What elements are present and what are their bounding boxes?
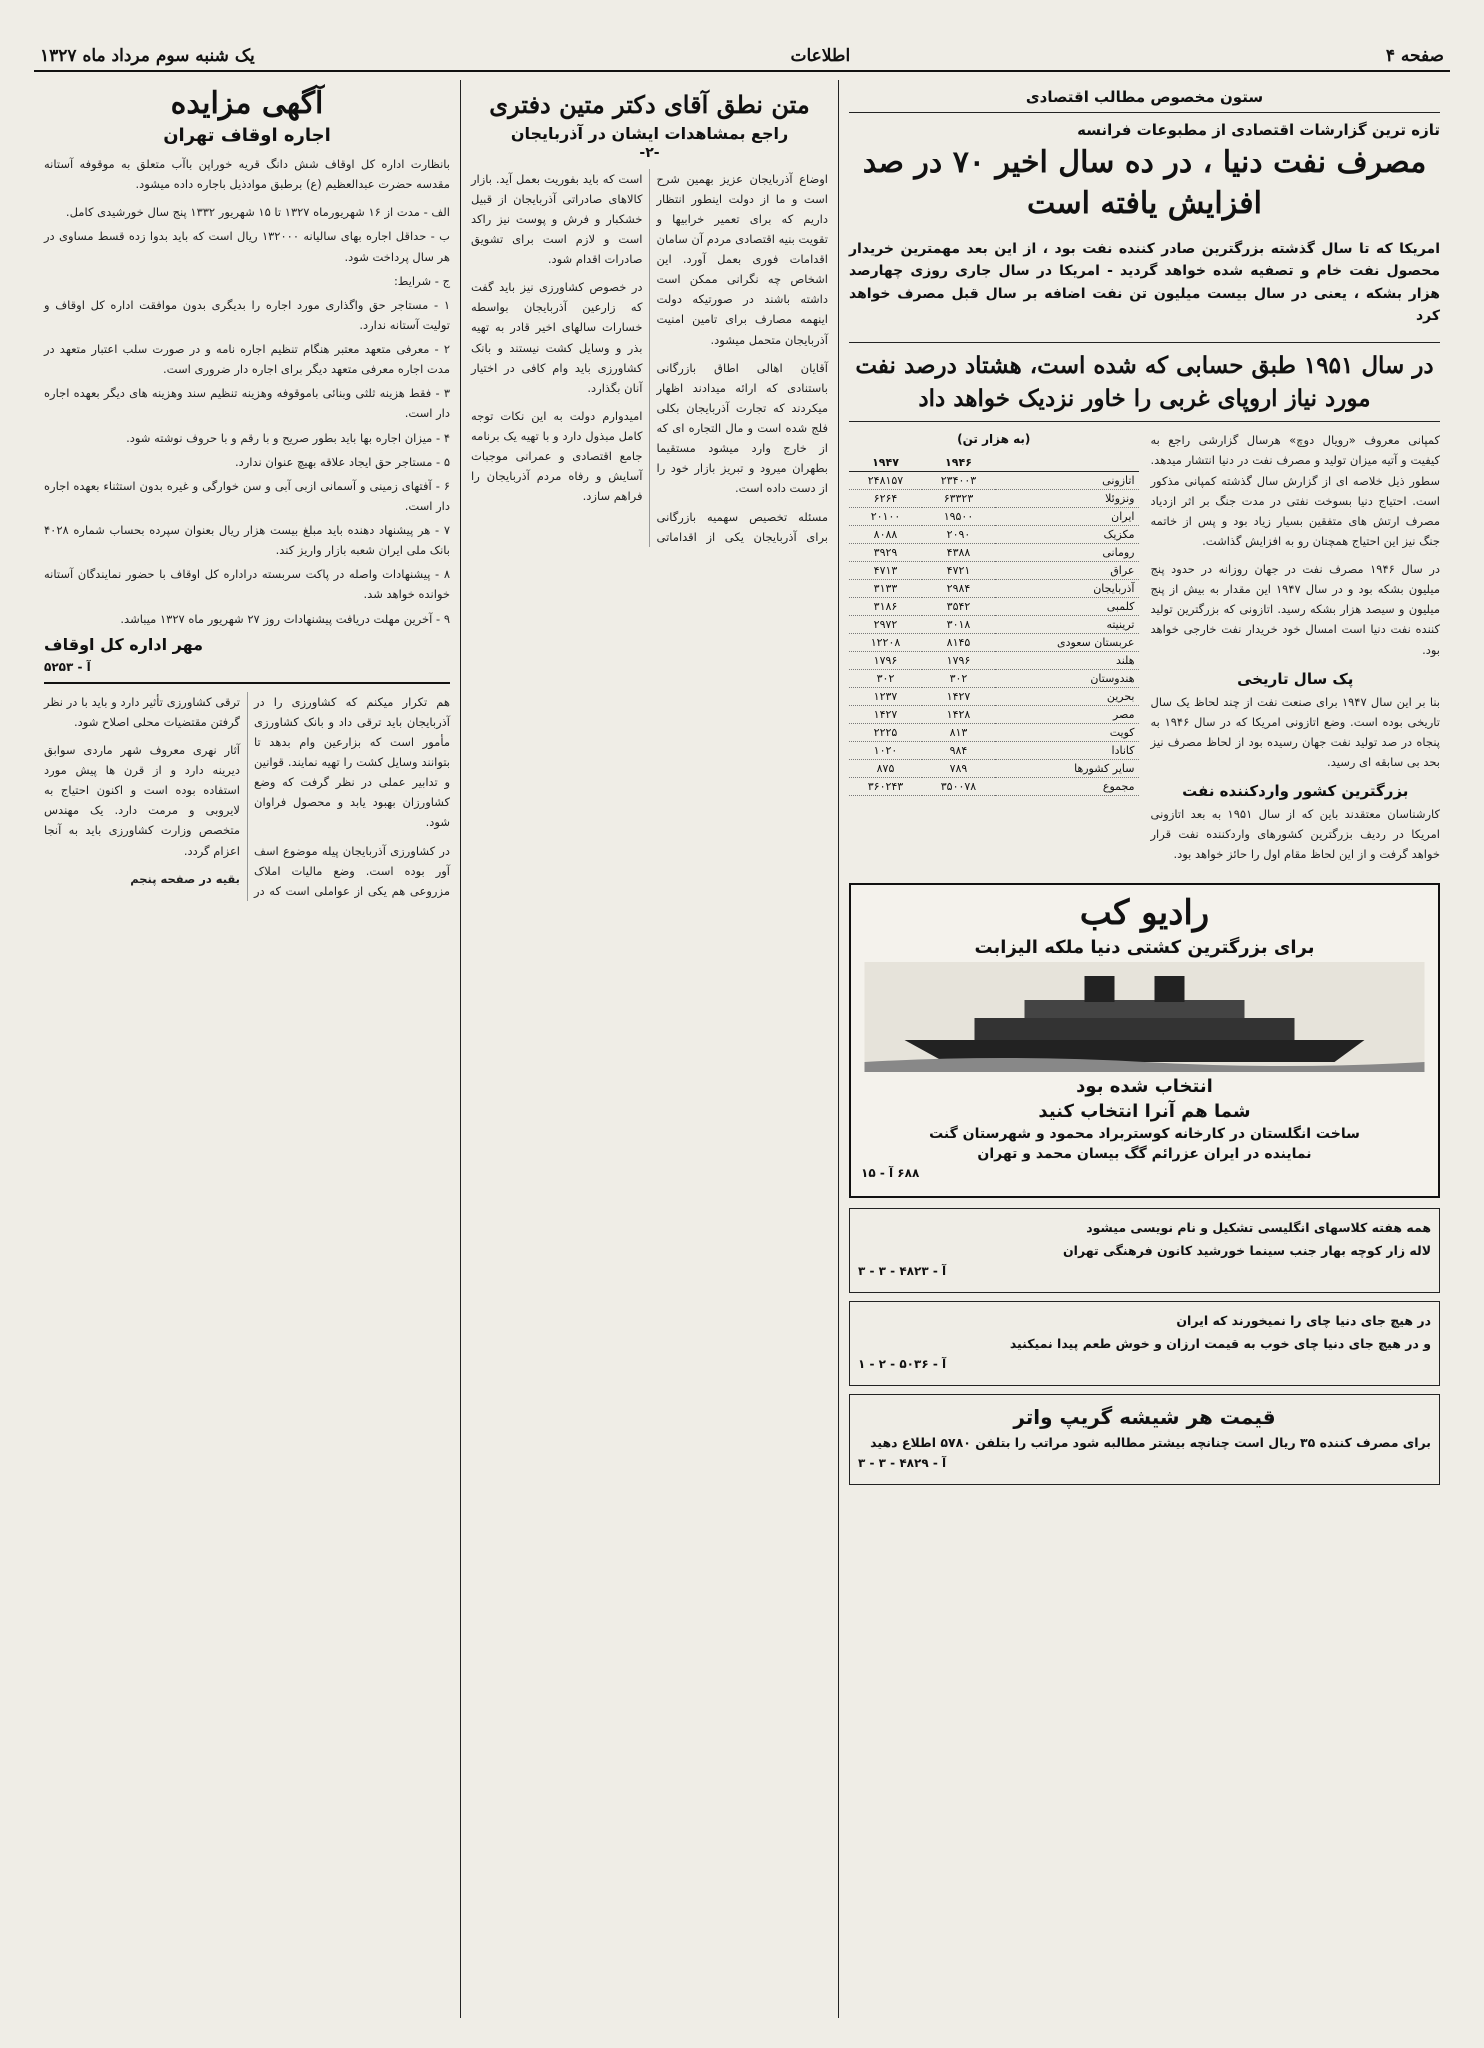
table-cell: رومانی <box>995 544 1139 562</box>
econ-paragraph-1: کمپانی معروف «رویال دوچ» هرسال گزارشی راجع به کیفیت و آتیه میزان تولید و مصرف نفت در دنیا انتشار میدهد. سطور ذیل خلاصه ای از گزارش سال گذشته کمپانی مذکور است. احتیاج دنیا بسوخت نفتی در مدت جنگ بر اثر ازدیاد مصرف ارتش های متفقین بسیار زیاد بود و پس از خاتمه جنگ نیز این احتیاج همچنان رو به افزایش گذاشت. <box>1150 433 1440 548</box>
notice-column <box>34 80 460 2018</box>
table-header-cell: ۱۹۴۶ <box>922 454 995 472</box>
intro-paragraph: امریکا که تا سال گذشته بزرگترین صادر کننده نفت بود ، از این بعد مهمترین خریدار محصول نفت خام و تصفیه شده خواهد گردید - امریکا در سال جاری روزی چهارصد هزار بشکه ، یعنی در سال بیست میلیون تن نفت اضافه بر سال قبل مصرف خواهد کرد <box>849 241 1440 325</box>
table-cell: ۱۴۲۷ <box>849 706 922 724</box>
secondary-headline: در سال ۱۹۵۱ طبق حسابی که شده است، هشتاد درصد نفت مورد نیاز اروپای غربی را خاور نزدیک خواهد داد <box>849 342 1440 423</box>
table-cell: ۴۷۲۱ <box>922 562 995 580</box>
econ-body <box>849 430 1440 872</box>
table-cell: ۲۰۱۰۰ <box>849 508 922 526</box>
table-header-cell <box>995 454 1139 472</box>
speech-paragraph-1: اوضاع آذربایجان عزیز بهمین شرح است و ما از دولت اینطور انتظار داریم که برای تعمیر خرابیها و تقویت بنیه اقتصادی مردم آن سامان اقدامات فوری بعمل آورد. این اشخاص چه نگرانی ممکن است داشته باشند در صورتیکه دولت اینهمه مصارف برای تامین امنیت آذربایجان متحمل میشود. <box>656 171 828 347</box>
table-cell: ۳۶۰۲۴۳ <box>849 778 922 796</box>
econ-paragraph-3: بنا بر این سال ۱۹۴۷ برای صنعت نفت از چند لحاظ یک سال تاریخی بوده است. وضع اتازونی امریکا که در سال ۱۹۴۶ به پنجاه در صد تولید نفت جهان رسیده بود از لحاظ مصرف نیز بحد بی سابقه ای رسید. <box>1150 694 1440 769</box>
auction-notice-title: آگهی مزایده <box>170 86 324 121</box>
main-headline: مصرف نفت دنیا ، در ده سال اخیر ۷۰ در صد افزایش یافته است <box>862 145 1427 221</box>
table-header-cell: ۱۹۴۷ <box>849 454 922 472</box>
continued-on-page-5: بقیه در صفحه پنجم <box>130 871 240 886</box>
auction-term-item: ۴ - میزان اجاره بها باید بطور صریح و با رقم و با حروف نوشته شود. <box>126 430 450 445</box>
auction-term-item: ۲ - معرفی متعهد معتبر هنگام تنظیم اجاره نامه و در صورت سلب اعتبار متعهد در مدت اجاره معرفی متعهد دیگر برای اجاره دار ضروری است. <box>44 342 450 377</box>
auction-term-item: ۸ - پیشنهادات واصله در پاکت سربسته دراداره کل اوقاف با حضور نمایندگان آستانه خوانده خواهد شد. <box>44 567 450 602</box>
econ-text-col-right <box>1151 430 1441 872</box>
speech-paragraph-3: مسئله تخصیص سهمیه بازرگانی برای آذربایجان یکی از اقداماتی است که باید بفوریت بعمل آید. بازار کالاهای صادراتی آذربایجان از قبیل خشکبار و فرش و پوست نیز راکد است و لازم است برای تشویق صادرات اقدام شود. <box>471 171 828 544</box>
table-row <box>849 760 1139 778</box>
continued-paragraph-1: هم تکرار میکنم که کشاورزی را در آذربایجان باید ترقی داد و بانک کشاورزی مأمور است که بزارعین وام بدهد تا بتوانند وسایل کشت را تهیه نمایند. قوانین و تدابیر عملی در نظر گرفت که وضع کشاورزان بهبود یابد و محصول فراوان شود. <box>254 694 450 830</box>
issue-date: یک شنبه سوم مرداد ماه ۱۳۲۷ <box>40 46 255 66</box>
table-cell: ۳۰۱۸ <box>922 616 995 634</box>
price-ad-body: برای مصرف کننده ۳۵ ریال است چنانچه بیشتر مطالبه شود مراتب را بتلفن ۵۷۸۰ اطلاع دهید <box>870 1434 1431 1450</box>
table-cell: سایر کشورها <box>995 760 1139 778</box>
table-cell: ترینیته <box>995 616 1139 634</box>
gripe-water-ad <box>849 1394 1440 1485</box>
table-cell: ۷۸۹ <box>922 760 995 778</box>
table-cell: ۱۷۹۶ <box>922 652 995 670</box>
tea-ad-line-2: و در هیچ جای دنیا چای خوب به قیمت ارزان و خوش طعم پیدا نمیکنید <box>1009 1335 1431 1351</box>
table-row <box>849 616 1139 634</box>
paper-name: اطلاعات <box>790 46 851 66</box>
radio-ad-line-4: ساخت انگلستان در کارخانه کوستربراد محمود و شهرستان گنت <box>929 1125 1360 1142</box>
radio-ad-line-1: برای بزرگترین کشتی دنیا ملکه الیزابت <box>974 936 1315 958</box>
table-row <box>849 526 1139 544</box>
table-cell: ۲۲۲۵ <box>849 724 922 742</box>
divider <box>44 682 450 684</box>
auction-code: آ - ۵۲۵۳ <box>44 659 91 674</box>
table-row <box>849 670 1139 688</box>
price-ad-title: قیمت هر شیشه گریپ واتر <box>1013 1404 1276 1429</box>
radio-ad-line-2: انتخاب شده بود <box>1076 1075 1213 1097</box>
table-row <box>849 544 1139 562</box>
table-row <box>849 472 1139 490</box>
ship-illustration <box>861 962 1428 1072</box>
table-row <box>849 490 1139 508</box>
table-cell: هلند <box>995 652 1139 670</box>
table-cell: ۶۳۳۲۳ <box>922 490 995 508</box>
table-cell: ۳۰۲ <box>922 670 995 688</box>
table-body <box>849 472 1139 796</box>
class-ad-code: آ - ۴۸۲۳ - ۳ - ۳ <box>858 1263 947 1278</box>
table-row <box>849 742 1139 760</box>
subheading-historic-year: پک سال تاریخی <box>1237 669 1354 688</box>
econ-text-col-left <box>849 430 1139 872</box>
radio-ad <box>849 883 1440 1198</box>
table-cell: کانادا <box>995 742 1139 760</box>
auction-term-item: ۷ - هر پیشنهاد دهنده باید مبلغ بیست هزار ریال بعنوان سپرده بحساب شماره ۴۰۲۸ بانک ملی ایران شعبه بازار واریز کند. <box>44 523 450 558</box>
table-cell: کویت <box>995 724 1139 742</box>
table-cell: ایران <box>995 508 1139 526</box>
masthead <box>34 46 1450 72</box>
table-cell: ۴۷۱۳ <box>849 562 922 580</box>
table-cell: عراق <box>995 562 1139 580</box>
table-row <box>849 652 1139 670</box>
table-cell: مجموع <box>995 778 1139 796</box>
radio-ad-line-5: نماینده در ایران عزرائم گگ بیسان محمد و تهران <box>977 1145 1312 1162</box>
table-row <box>849 724 1139 742</box>
table-cell: ۴۳۸۸ <box>922 544 995 562</box>
table-cell: ۳۱۳۳ <box>849 580 922 598</box>
auction-term-item: ب - حداقل اجاره بهای سالیانه ۱۳۲۰۰۰ ریال است که باید بدوا زده قسط مساوی در هر سال پرداخت شود. <box>44 229 450 264</box>
english-class-ad <box>849 1208 1440 1293</box>
auction-term-item: ۳ - فقط هزینه ثلثی وبنائی باموقوفه وهزینه تنظیم سند وهزینه های دیگر بعهده اجاره دار است. <box>44 386 450 421</box>
table-cell: ۲۳۴۰۰۳ <box>922 472 995 490</box>
speech-paragraph-2: آقایان اهالی اطاق بازرگانی باستنادی که ارائه میدادند اظهار میکردند که تجارت آذربایجان بکلی فلج شده است و مال التجاره ای که از خارج وارد میشود مستقیما بطهران میرود و تبریز بازار خود را از دست داده است. <box>656 360 828 496</box>
subheading-largest-importer: بزرگترین کشور واردکننده نفت <box>1182 782 1409 801</box>
auction-notice-subtitle: اجاره اوقاف تهران <box>163 125 331 146</box>
table-cell: کلمبی <box>995 598 1139 616</box>
continued-speech-body <box>44 692 450 901</box>
class-ad-line-2: لاله زار کوچه بهار جنب سینما خورشید کانون فرهنگی تهران <box>1062 1242 1431 1258</box>
table-row <box>849 598 1139 616</box>
table-cell: ۳۵۰۰۷۸ <box>922 778 995 796</box>
table-cell: ۱۲۲۰۸ <box>849 634 922 652</box>
table-cell: ۱۲۳۷ <box>849 688 922 706</box>
table-cell: مصر <box>995 706 1139 724</box>
kicker: تازه ترین گزارشات اقتصادی از مطبوعات فرانسه <box>1077 121 1440 139</box>
continued-paragraph-3: آثار نهری معروف شهر ماردی سوابق دیرینه دارد و از قرن ها پیش مورد استفاده بوده است و اکنون احتیاج به لایروبی و مرمت دارد. یک مهندس متخصص وزارت کشاورزی باید به آنجا اعزام گردد. <box>44 742 240 858</box>
auction-term-item: ج - شرایط: <box>393 273 450 288</box>
table-cell: ۱۴۲۷ <box>922 688 995 706</box>
speech-paragraph-5: امیدوارم دولت به این نکات توجه کامل مبذول دارد و با تهیه یک برنامه جامع اقتصادی و عمرانی موجبات آسایش و رفاه مردم آذربایجان را فراهم سازد. <box>471 408 643 504</box>
auction-term-item: ۵ - مستاجر حق ایجاد علاقه بهیچ عنوان ندارد. <box>234 454 450 469</box>
speech-subtitle: راجع بمشاهدات ایشان در آذربایجان <box>510 123 789 143</box>
auction-term-item: ۹ - آخرین مهلت دریافت پیشنهادات روز ۲۷ شهریور ماه ۱۳۲۷ میباشد. <box>120 611 450 626</box>
radio-ad-code: ۶۸۸ آ - ۱۵ <box>861 1165 920 1180</box>
columns <box>34 80 1450 2018</box>
table-cell: ۲۹۸۴ <box>922 580 995 598</box>
table-cell: هندوستان <box>995 670 1139 688</box>
section-heading: ستون مخصوص مطالب اقتصادی <box>849 86 1440 113</box>
radio-ad-title: رادیو کب <box>1079 892 1210 933</box>
price-ad-code: آ - ۴۸۲۹ - ۳ - ۳ <box>858 1455 947 1470</box>
radio-ad-line-3: شما هم آنرا انتخاب کنید <box>1038 1100 1251 1122</box>
table-cell: عربستان سعودی <box>995 634 1139 652</box>
speech-title: متن نطق آقای دکتر متین دفتری <box>489 90 810 119</box>
speech-column <box>460 80 838 2018</box>
table-cell: ۳۵۴۲ <box>922 598 995 616</box>
table-cell: ۲۴۸۱۵۷ <box>849 472 922 490</box>
auction-term-item: ۱ - مستاجر حق واگذاری مورد اجاره را بدیگری بدون موافقت اداره کل اوقاف و تولیت آستانه ندارد. <box>44 297 450 332</box>
table-cell: ۳۰۲ <box>849 670 922 688</box>
table-row <box>849 508 1139 526</box>
table-cell: ۸۱۳ <box>922 724 995 742</box>
econ-paragraph-2: در سال ۱۹۴۶ مصرف نفت در جهان روزانه در حدود پنج میلیون بشکه بود و در سال ۱۹۴۷ این مقدار به بیش از پنج میلیون و سیصد هزار بشکه رسید. اتازونی که بزرگترین تولید کننده نفت دنیا است امسال خود خریدار نفت خارجی خواهد بود. <box>1150 562 1440 657</box>
speech-part-number: -۲- <box>639 144 660 161</box>
table-cell: ۳۹۲۹ <box>849 544 922 562</box>
table-cell: ۹۸۴ <box>922 742 995 760</box>
page-number: صفحه ۴ <box>1385 46 1444 66</box>
speech-body <box>471 169 828 547</box>
econ-paragraph-4: کارشناسان معتقدند باین که از سال ۱۹۵۱ به بعد اتازونی امریکا در ردیف بزرگترین کشورهای واردکننده نفت قرار خواهد گرفت و از این لحاظ مقام اول را حائز خواهد بود. <box>1150 807 1440 862</box>
table-row <box>849 706 1139 724</box>
tea-ad <box>849 1301 1440 1386</box>
table-row <box>849 580 1139 598</box>
class-ad-line-1: همه هفته کلاسهای انگلیسی تشکیل و نام نویسی میشود <box>1086 1219 1431 1235</box>
table-row <box>849 778 1139 796</box>
table-cell: ۱۷۹۶ <box>849 652 922 670</box>
table-caption: (به هزار تن) <box>957 432 1031 447</box>
table-cell: ۸۱۴۵ <box>922 634 995 652</box>
auction-terms <box>44 202 450 628</box>
table-cell: ۸۷۵ <box>849 760 922 778</box>
table-header-row <box>849 454 1139 472</box>
table-cell: آذربایجان <box>995 580 1139 598</box>
table-cell: ۲۰۹۰ <box>922 526 995 544</box>
economic-column <box>838 80 1450 2018</box>
auction-term-item: ۶ - آفتهای زمینی و آسمانی ازبی آبی و سن خوارگی و غیره بدون استثناء بعهده اجاره دار است. <box>44 478 450 513</box>
table-cell: ۸۰۸۸ <box>849 526 922 544</box>
table-cell: ۱۰۲۰ <box>849 742 922 760</box>
table-cell: ۱۴۲۸ <box>922 706 995 724</box>
table-cell: ۶۲۶۴ <box>849 490 922 508</box>
table-cell: ۳۱۸۶ <box>849 598 922 616</box>
table-cell: اتازونی <box>995 472 1139 490</box>
table-cell: ۱۹۵۰۰ <box>922 508 995 526</box>
tea-ad-code: آ - ۵۰۳۶ - ۲ - ۱ <box>858 1356 947 1371</box>
speech-paragraph-4: در خصوص کشاورزی نیز باید گفت که زارعین آذربایجان بواسطه خسارات سالهای اخیر قادر به تهیه بذر و وسایل کشت نیستند و بانک کشاورزی باید وام کافی در اختیار آنان بگذارد. <box>471 280 643 395</box>
table-row <box>849 634 1139 652</box>
auction-signature: مهر اداره کل اوقاف <box>44 634 204 654</box>
table-cell: ۲۹۷۲ <box>849 616 922 634</box>
auction-term-item: الف - مدت از ۱۶ شهریورماه ۱۳۲۷ تا ۱۵ شهریور ۱۳۳۲ پنج سال خورشیدی کامل. <box>65 205 450 220</box>
table-row <box>849 688 1139 706</box>
continued-paragraph-2: در کشاورزی آذربایجان پیله موضوع اسف آور بوده است. وضع مالیات املاک مزروعی هم یکی از عواملی است که در ترقی کشاورزی تأثیر دارد و باید با در نظر گرفتن مقتضیات محلی اصلاح شود. <box>44 694 450 898</box>
auction-intro: بانظارت اداره کل اوقاف شش دانگ قریه خوراپن باآب متعلق به موقوفه آستانه مقدسه حضرت عبدالعظیم (ع) برطبق موادذیل باجاره داده میشود. <box>44 157 450 192</box>
oil-production-table <box>849 454 1139 796</box>
table-cell: ونزوئلا <box>995 490 1139 508</box>
table-row <box>849 562 1139 580</box>
table-cell: مکزیک <box>995 526 1139 544</box>
table-cell: بحرین <box>995 688 1139 706</box>
tea-ad-line-1: در هیچ جای دنیا چای را نمیخورند که ایران <box>1176 1312 1431 1328</box>
